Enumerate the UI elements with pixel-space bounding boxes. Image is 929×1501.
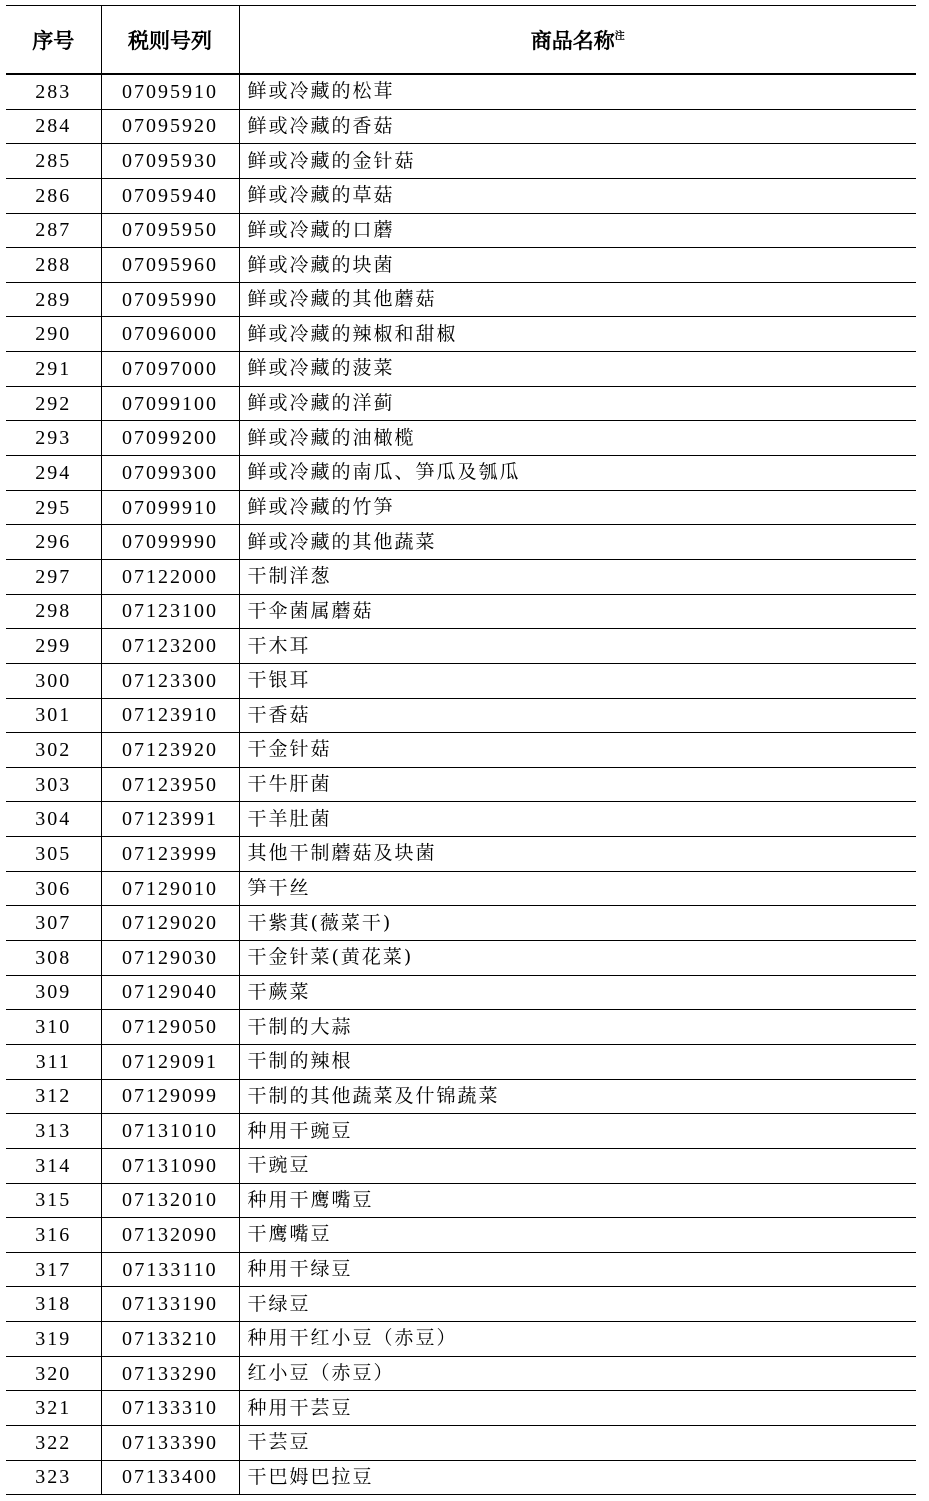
header-product-name-label: 商品名称 — [530, 28, 615, 53]
product-name-cell: 干羊肚菌 — [239, 802, 916, 837]
tariff-code-cell: 07133400 — [101, 1460, 239, 1495]
product-name-cell: 种用干鹰嘴豆 — [239, 1183, 916, 1218]
product-name-cell: 干芸豆 — [239, 1425, 916, 1460]
product-name-cell: 干蕨菜 — [239, 975, 916, 1010]
product-name-cell: 鲜或冷藏的洋蓟 — [239, 386, 916, 421]
table-row — [6, 490, 916, 525]
product-name-cell: 鲜或冷藏的香菇 — [239, 109, 916, 144]
serial-number-cell: 288 — [6, 248, 101, 283]
product-name-cell: 干制的辣根 — [239, 1044, 916, 1079]
tariff-table — [6, 5, 916, 1495]
tariff-code-cell: 07122000 — [101, 559, 239, 594]
serial-number-cell: 286 — [6, 178, 101, 213]
tariff-table-page — [6, 5, 916, 1495]
tariff-code-cell: 07133210 — [101, 1322, 239, 1357]
tariff-code-cell: 07123991 — [101, 802, 239, 837]
tariff-code-cell: 07095950 — [101, 213, 239, 248]
table-row — [6, 733, 916, 768]
product-name-cell: 干绿豆 — [239, 1287, 916, 1322]
serial-number-cell: 312 — [6, 1079, 101, 1114]
tariff-code-cell: 07123300 — [101, 663, 239, 698]
table-row — [6, 698, 916, 733]
table-row — [6, 1148, 916, 1183]
table-row — [6, 663, 916, 698]
product-name-cell: 鲜或冷藏的其他蔬菜 — [239, 525, 916, 560]
product-name-cell: 鲜或冷藏的辣椒和甜椒 — [239, 317, 916, 352]
product-name-cell: 鲜或冷藏的块菌 — [239, 248, 916, 283]
table-row — [6, 1044, 916, 1079]
tariff-code-cell: 07129040 — [101, 975, 239, 1010]
tariff-code-cell: 07123920 — [101, 733, 239, 768]
product-name-cell: 干银耳 — [239, 663, 916, 698]
serial-number-cell: 293 — [6, 421, 101, 456]
product-name-cell: 干制的其他蔬菜及什锦蔬菜 — [239, 1079, 916, 1114]
table-row — [6, 941, 916, 976]
table-row — [6, 74, 916, 109]
serial-number-cell: 300 — [6, 663, 101, 698]
table-body — [6, 74, 916, 1495]
tariff-code-cell: 07133110 — [101, 1252, 239, 1287]
product-name-cell: 干木耳 — [239, 629, 916, 664]
table-row — [6, 559, 916, 594]
table-row — [6, 1287, 916, 1322]
tariff-code-cell: 07132090 — [101, 1218, 239, 1253]
serial-number-cell: 304 — [6, 802, 101, 837]
product-name-cell: 鲜或冷藏的松茸 — [239, 74, 916, 109]
serial-number-cell: 318 — [6, 1287, 101, 1322]
tariff-code-cell: 07095910 — [101, 74, 239, 109]
table-row — [6, 871, 916, 906]
serial-number-cell: 299 — [6, 629, 101, 664]
serial-number-cell: 317 — [6, 1252, 101, 1287]
table-row — [6, 525, 916, 560]
table-row — [6, 109, 916, 144]
table-row — [6, 1322, 916, 1357]
header-note-mark: 注 — [614, 30, 625, 42]
serial-number-cell: 290 — [6, 317, 101, 352]
serial-number-cell: 301 — [6, 698, 101, 733]
product-name-cell: 鲜或冷藏的油橄榄 — [239, 421, 916, 456]
tariff-code-cell: 07129099 — [101, 1079, 239, 1114]
serial-number-cell: 283 — [6, 74, 101, 109]
table-row — [6, 213, 916, 248]
serial-number-cell: 303 — [6, 767, 101, 802]
table-row — [6, 1425, 916, 1460]
tariff-code-cell: 07123910 — [101, 698, 239, 733]
tariff-code-cell: 07129020 — [101, 906, 239, 941]
table-row — [6, 456, 916, 491]
tariff-code-cell: 07129091 — [101, 1044, 239, 1079]
serial-number-cell: 315 — [6, 1183, 101, 1218]
table-row — [6, 975, 916, 1010]
product-name-cell: 干伞菌属蘑菇 — [239, 594, 916, 629]
table-row — [6, 144, 916, 179]
tariff-code-cell: 07129030 — [101, 941, 239, 976]
table-row — [6, 1183, 916, 1218]
product-name-cell: 干金针菇 — [239, 733, 916, 768]
product-name-cell: 干金针菜(黄花菜) — [239, 941, 916, 976]
product-name-cell: 红小豆（赤豆） — [239, 1356, 916, 1391]
product-name-cell: 鲜或冷藏的口蘑 — [239, 213, 916, 248]
table-row — [6, 282, 916, 317]
serial-number-cell: 310 — [6, 1010, 101, 1045]
product-name-cell: 种用干绿豆 — [239, 1252, 916, 1287]
tariff-code-cell: 07123950 — [101, 767, 239, 802]
product-name-cell: 干制的大蒜 — [239, 1010, 916, 1045]
serial-number-cell: 320 — [6, 1356, 101, 1391]
table-row — [6, 386, 916, 421]
table-row — [6, 594, 916, 629]
product-name-cell: 干巴姆巴拉豆 — [239, 1460, 916, 1495]
product-name-cell: 种用干芸豆 — [239, 1391, 916, 1426]
tariff-code-cell: 07133310 — [101, 1391, 239, 1426]
table-row — [6, 1252, 916, 1287]
table-row — [6, 1114, 916, 1149]
product-name-cell: 鲜或冷藏的南瓜、笋瓜及瓠瓜 — [239, 456, 916, 491]
serial-number-cell: 302 — [6, 733, 101, 768]
serial-number-cell: 284 — [6, 109, 101, 144]
tariff-code-cell: 07096000 — [101, 317, 239, 352]
tariff-code-cell: 07099200 — [101, 421, 239, 456]
table-row — [6, 317, 916, 352]
serial-number-cell: 306 — [6, 871, 101, 906]
product-name-cell: 种用干红小豆（赤豆） — [239, 1322, 916, 1357]
tariff-code-cell: 07131090 — [101, 1148, 239, 1183]
table-row — [6, 629, 916, 664]
tariff-code-cell: 07095960 — [101, 248, 239, 283]
product-name-cell: 鲜或冷藏的菠菜 — [239, 352, 916, 387]
table-row — [6, 178, 916, 213]
serial-number-cell: 296 — [6, 525, 101, 560]
tariff-code-cell: 07099990 — [101, 525, 239, 560]
table-header — [6, 6, 916, 75]
product-name-cell: 鲜或冷藏的竹笋 — [239, 490, 916, 525]
tariff-code-cell: 07095990 — [101, 282, 239, 317]
serial-number-cell: 289 — [6, 282, 101, 317]
product-name-cell: 干豌豆 — [239, 1148, 916, 1183]
serial-number-cell: 308 — [6, 941, 101, 976]
tariff-code-cell: 07095930 — [101, 144, 239, 179]
product-name-cell: 干牛肝菌 — [239, 767, 916, 802]
product-name-cell: 鲜或冷藏的金针菇 — [239, 144, 916, 179]
tariff-code-cell: 07095920 — [101, 109, 239, 144]
product-name-cell: 种用干豌豆 — [239, 1114, 916, 1149]
table-row — [6, 421, 916, 456]
table-row — [6, 837, 916, 872]
serial-number-cell: 321 — [6, 1391, 101, 1426]
product-name-cell: 干紫萁(薇菜干) — [239, 906, 916, 941]
tariff-code-cell: 07099100 — [101, 386, 239, 421]
table-row — [6, 1460, 916, 1495]
product-name-cell: 笋干丝 — [239, 871, 916, 906]
table-row — [6, 767, 916, 802]
header-product-name — [239, 6, 916, 75]
tariff-code-cell: 07123200 — [101, 629, 239, 664]
serial-number-cell: 323 — [6, 1460, 101, 1495]
table-row — [6, 1010, 916, 1045]
tariff-code-cell: 07123100 — [101, 594, 239, 629]
serial-number-cell: 322 — [6, 1425, 101, 1460]
product-name-cell: 其他干制蘑菇及块菌 — [239, 837, 916, 872]
serial-number-cell: 294 — [6, 456, 101, 491]
serial-number-cell: 291 — [6, 352, 101, 387]
serial-number-cell: 313 — [6, 1114, 101, 1149]
serial-number-cell: 287 — [6, 213, 101, 248]
table-row — [6, 802, 916, 837]
serial-number-cell: 311 — [6, 1044, 101, 1079]
serial-number-cell: 298 — [6, 594, 101, 629]
tariff-code-cell: 07133190 — [101, 1287, 239, 1322]
product-name-cell: 干香菇 — [239, 698, 916, 733]
serial-number-cell: 316 — [6, 1218, 101, 1253]
table-row — [6, 1356, 916, 1391]
product-name-cell: 鲜或冷藏的其他蘑菇 — [239, 282, 916, 317]
tariff-code-cell: 07095940 — [101, 178, 239, 213]
tariff-code-cell: 07099300 — [101, 456, 239, 491]
tariff-code-cell: 07129050 — [101, 1010, 239, 1045]
tariff-code-cell: 07131010 — [101, 1114, 239, 1149]
tariff-code-cell: 07133290 — [101, 1356, 239, 1391]
serial-number-cell: 305 — [6, 837, 101, 872]
tariff-code-cell: 07099910 — [101, 490, 239, 525]
product-name-cell: 鲜或冷藏的草菇 — [239, 178, 916, 213]
tariff-code-cell: 07133390 — [101, 1425, 239, 1460]
tariff-code-cell: 07097000 — [101, 352, 239, 387]
serial-number-cell: 307 — [6, 906, 101, 941]
serial-number-cell: 309 — [6, 975, 101, 1010]
header-tariff-code: 税则号列 — [101, 6, 239, 75]
serial-number-cell: 285 — [6, 144, 101, 179]
header-serial-number: 序号 — [6, 6, 101, 75]
product-name-cell: 干鹰嘴豆 — [239, 1218, 916, 1253]
table-row — [6, 248, 916, 283]
product-name-cell: 干制洋葱 — [239, 559, 916, 594]
table-row — [6, 1079, 916, 1114]
tariff-code-cell: 07123999 — [101, 837, 239, 872]
tariff-code-cell: 07132010 — [101, 1183, 239, 1218]
table-row — [6, 906, 916, 941]
serial-number-cell: 295 — [6, 490, 101, 525]
tariff-code-cell: 07129010 — [101, 871, 239, 906]
serial-number-cell: 292 — [6, 386, 101, 421]
table-row — [6, 352, 916, 387]
serial-number-cell: 319 — [6, 1322, 101, 1357]
serial-number-cell: 297 — [6, 559, 101, 594]
serial-number-cell: 314 — [6, 1148, 101, 1183]
table-row — [6, 1391, 916, 1426]
table-row — [6, 1218, 916, 1253]
